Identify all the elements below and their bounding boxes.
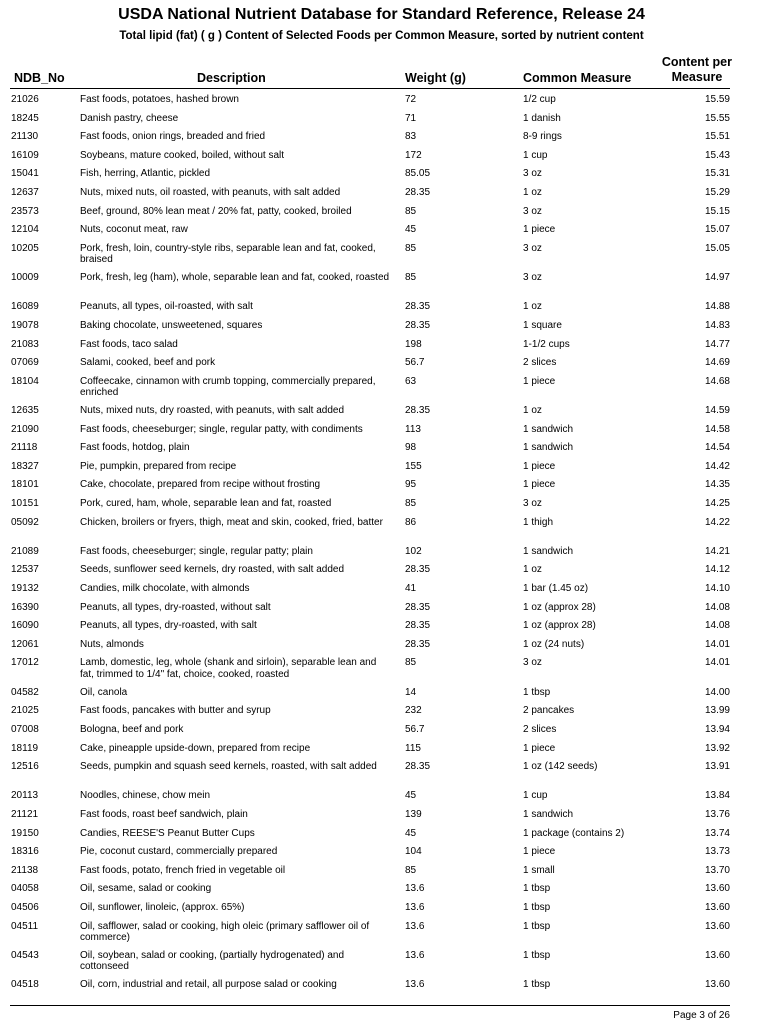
ndb-cell: 07008 (11, 723, 39, 735)
content-cell: 14.35 (704, 479, 730, 491)
content-cell: 13.84 (704, 790, 730, 802)
weight-cell: 98 (405, 442, 417, 454)
column-header-weight: Weight (g) (405, 71, 466, 85)
description-cell: Fast foods, taco salad (80, 338, 178, 350)
common-measure-cell: 1 square (523, 319, 562, 331)
description-cell: Seeds, pumpkin and squash seed kernels, roasted, with salt added (80, 761, 377, 773)
common-measure-cell: 1 bar (1.45 oz) (523, 583, 589, 595)
weight-cell: 86 (405, 516, 417, 528)
table-row (0, 243, 763, 272)
weight-cell: 13.6 (405, 901, 425, 913)
content-cell: 15.07 (704, 224, 730, 236)
ndb-cell: 18245 (11, 112, 39, 124)
table-row (0, 424, 763, 443)
common-measure-cell: 1 sandwich (523, 809, 574, 820)
table-row (0, 461, 763, 480)
ndb-cell: 10151 (11, 497, 39, 509)
column-header-content-per-measure (662, 55, 732, 85)
weight-cell: 85 (405, 272, 417, 284)
weight-cell: 172 (405, 149, 422, 161)
content-cell: 15.05 (704, 242, 730, 254)
content-cell: 14.59 (704, 405, 730, 417)
content-cell: 15.59 (704, 94, 730, 105)
common-measure-cell: 2 slices (523, 357, 557, 369)
common-measure-cell: 1 tbsp (523, 949, 551, 961)
weight-cell: 45 (405, 790, 417, 802)
description-cell: Nuts, mixed nuts, oil roasted, with peanuts, with salt added (80, 186, 341, 198)
ndb-cell: 20113 (11, 790, 39, 802)
description-cell: Cake, chocolate, prepared from recipe without frosting (80, 479, 321, 491)
content-cell: 14.12 (704, 564, 730, 576)
content-cell: 15.43 (704, 149, 730, 161)
common-measure-cell: 1 oz (approx 28) (523, 620, 596, 632)
content-cell: 13.60 (704, 920, 730, 932)
description-cell: Oil, sunflower, linoleic, (approx. 65%) (80, 901, 245, 913)
common-measure-cell: 1 oz (523, 564, 542, 576)
weight-cell: 28.35 (405, 301, 431, 313)
table-row (0, 950, 763, 979)
content-cell: 14.22 (704, 516, 730, 528)
table-row (0, 687, 763, 706)
content-cell: 13.99 (704, 705, 730, 717)
report-subtitle: Total lipid (fat) ( g ) Content of Selected Foods per Common Measure, sorted by nutrient content (119, 30, 644, 42)
content-cell: 13.60 (704, 979, 730, 991)
ndb-cell: 04582 (11, 686, 39, 698)
ndb-cell: 10009 (11, 272, 39, 284)
weight-cell: 13.6 (405, 979, 425, 991)
description-cell: Fast foods, cheeseburger; single, regular patty; plain (80, 545, 313, 557)
ndb-cell: 16090 (11, 620, 39, 632)
description-cell: Seeds, sunflower seed kernels, dry roasted, with salt added (80, 564, 345, 576)
column-header-ndb: NDB_No (14, 71, 65, 85)
weight-cell: 85 (405, 864, 417, 876)
description-cell: Oil, corn, industrial and retail, all purpose salad or cooking (80, 979, 337, 991)
ndb-cell: 21090 (11, 423, 39, 435)
content-cell: 14.88 (704, 301, 730, 313)
content-cell: 14.42 (704, 460, 730, 472)
common-measure-cell: 1 sandwich (523, 545, 574, 557)
table-row (0, 376, 763, 405)
weight-cell: 45 (405, 224, 417, 236)
description-cell: Pie, coconut custard, commercially prepared (80, 846, 278, 858)
table-row (0, 131, 763, 150)
content-cell: 14.25 (704, 497, 730, 509)
description-cell: Fast foods, potatoes, hashed brown (80, 94, 239, 105)
ndb-cell: 17012 (11, 657, 39, 669)
table-row (0, 357, 763, 376)
table-row (0, 224, 763, 243)
description-cell: Peanuts, all types, oil-roasted, with salt (80, 301, 253, 313)
content-cell: 13.94 (704, 723, 730, 735)
column-header-content-line2: Measure (671, 70, 723, 84)
description-cell: Fast foods, cheeseburger; single, regular patty, with condiments (80, 423, 363, 435)
weight-cell: 104 (405, 846, 422, 858)
table-row (0, 187, 763, 206)
page-number: Page 3 of 26 (673, 1010, 730, 1021)
table-row (0, 828, 763, 847)
common-measure-cell: 1 oz (24 nuts) (523, 638, 585, 650)
ndb-cell: 12637 (11, 186, 39, 198)
table-row (0, 705, 763, 724)
content-cell: 14.58 (704, 423, 730, 435)
weight-cell: 139 (405, 809, 422, 820)
report-title: USDA National Nutrient Database for Standard Reference, Release 24 (118, 6, 645, 23)
ndb-cell: 04506 (11, 901, 39, 913)
common-measure-cell: 1 cup (523, 149, 548, 161)
common-measure-cell: 1 piece (523, 742, 556, 754)
column-header-common-measure: Common Measure (523, 71, 632, 85)
content-cell: 14.01 (704, 657, 730, 669)
weight-cell: 83 (405, 131, 417, 143)
footer-rule (10, 1005, 730, 1006)
weight-cell: 102 (405, 545, 422, 557)
table-row (0, 150, 763, 169)
weight-cell: 13.6 (405, 883, 425, 895)
description-cell: Fast foods, onion rings, breaded and fried (80, 131, 266, 143)
table-row (0, 846, 763, 865)
ndb-cell: 12104 (11, 224, 39, 236)
ndb-cell: 23573 (11, 205, 39, 217)
table-row (0, 168, 763, 187)
table-row (0, 620, 763, 639)
content-cell: 13.60 (704, 949, 730, 961)
common-measure-cell: 1 piece (523, 479, 556, 491)
common-measure-cell: 1 piece (523, 224, 556, 236)
common-measure-cell: 1 piece (523, 375, 556, 387)
weight-cell: 13.6 (405, 949, 425, 961)
ndb-cell: 19132 (11, 583, 39, 595)
content-cell: 13.73 (704, 846, 730, 858)
description-cell: Fast foods, hotdog, plain (80, 442, 190, 454)
ndb-cell: 10205 (11, 242, 39, 254)
ndb-cell: 18327 (11, 460, 39, 472)
table-row (0, 479, 763, 498)
description-cell: Nuts, almonds (80, 638, 144, 650)
ndb-cell: 21121 (11, 809, 39, 820)
weight-cell: 41 (405, 583, 417, 595)
common-measure-cell: 1 cup (523, 790, 548, 802)
weight-cell: 28.35 (405, 638, 431, 650)
weight-cell: 85 (405, 205, 417, 217)
common-measure-cell: 1 danish (523, 112, 561, 124)
description-cell: Fast foods, pancakes with butter and syrup (80, 705, 271, 717)
content-cell: 13.70 (704, 864, 730, 876)
common-measure-cell: 1 tbsp (523, 883, 551, 895)
content-cell: 13.60 (704, 883, 730, 895)
ndb-cell: 19150 (11, 827, 39, 839)
content-cell: 14.69 (704, 357, 730, 369)
content-cell: 15.29 (704, 186, 730, 198)
content-cell: 13.60 (704, 901, 730, 913)
weight-cell: 28.35 (405, 620, 431, 632)
weight-cell: 72 (405, 94, 417, 105)
content-cell: 15.51 (704, 131, 730, 143)
description-cell: Pork, fresh, leg (ham), whole, separable lean and fat, cooked, roasted (80, 272, 390, 284)
content-cell: 14.68 (704, 375, 730, 387)
description-cell: Bologna, beef and pork (80, 723, 184, 735)
description-cell: Peanuts, all types, dry-roasted, without salt (80, 601, 271, 613)
ndb-cell: 05092 (11, 516, 39, 528)
table-row (0, 113, 763, 132)
common-measure-cell: 1 package (contains 2) (523, 827, 625, 839)
common-measure-cell: 3 oz (523, 497, 542, 509)
content-cell: 14.21 (704, 545, 730, 557)
content-cell: 14.77 (704, 338, 730, 350)
table-row (0, 761, 763, 790)
ndb-cell: 04511 (11, 920, 39, 932)
table-row (0, 301, 763, 320)
common-measure-cell: 1 tbsp (523, 979, 551, 991)
ndb-cell: 18316 (11, 846, 39, 858)
common-measure-cell: 1 small (523, 864, 555, 876)
ndb-cell: 18119 (11, 742, 39, 754)
header-rule (10, 88, 730, 89)
ndb-cell: 18101 (11, 479, 39, 491)
description-cell: Baking chocolate, unsweetened, squares (80, 319, 263, 331)
weight-cell: 45 (405, 827, 417, 839)
ndb-cell: 19078 (11, 319, 39, 331)
table-row (0, 921, 763, 950)
content-cell: 14.83 (704, 319, 730, 331)
description-cell: Nuts, mixed nuts, dry roasted, with peanuts, with salt added (80, 405, 345, 417)
content-cell: 15.31 (704, 168, 730, 180)
description-cell: Chicken, broilers or fryers, thigh, meat and skin, cooked, fried, batter (80, 516, 383, 528)
table-row (0, 339, 763, 358)
weight-cell: 28.35 (405, 405, 431, 417)
common-measure-cell: 1 thigh (523, 516, 554, 528)
common-measure-cell: 1 piece (523, 460, 556, 472)
description-cell: Oil, soybean, salad or cooking, (partially hydrogenated) and cottonseed (80, 949, 345, 973)
weight-cell: 113 (405, 423, 421, 435)
weight-cell: 28.35 (405, 761, 431, 773)
description-cell: Peanuts, all types, dry-roasted, with salt (80, 620, 257, 632)
description-cell: Coffeecake, cinnamon with crumb topping, commercially prepared, enriched (80, 375, 376, 399)
common-measure-cell: 3 oz (523, 168, 542, 180)
description-cell: Candies, REESE'S Peanut Butter Cups (80, 827, 255, 839)
table-row (0, 498, 763, 517)
description-cell: Nuts, coconut meat, raw (80, 224, 188, 236)
common-measure-cell: 3 oz (523, 272, 542, 284)
ndb-cell: 16109 (11, 149, 39, 161)
weight-cell: 13.6 (405, 920, 425, 932)
content-cell: 15.55 (704, 112, 730, 124)
ndb-cell: 12516 (11, 761, 39, 773)
content-cell: 13.91 (704, 761, 730, 773)
weight-cell: 28.35 (405, 186, 431, 198)
table-row (0, 320, 763, 339)
table-row (0, 602, 763, 621)
content-cell: 13.76 (704, 809, 730, 820)
ndb-cell: 21026 (11, 94, 39, 105)
description-cell: Fish, herring, Atlantic, pickled (80, 168, 211, 180)
weight-cell: 85 (405, 657, 417, 669)
common-measure-cell: 1 oz (approx 28) (523, 601, 596, 613)
ndb-cell: 21138 (11, 864, 39, 876)
weight-cell: 115 (405, 742, 421, 754)
ndb-cell: 21118 (11, 442, 38, 454)
table-row (0, 546, 763, 565)
ndb-cell: 12635 (11, 405, 39, 417)
weight-cell: 63 (405, 375, 417, 387)
content-cell: 14.08 (704, 601, 730, 613)
table-row (0, 724, 763, 743)
content-cell: 14.01 (704, 638, 730, 650)
content-cell: 13.74 (704, 827, 730, 839)
description-cell: Salami, cooked, beef and pork (80, 357, 216, 369)
common-measure-cell: 3 oz (523, 205, 542, 217)
table-row (0, 583, 763, 602)
content-cell: 14.10 (704, 583, 730, 595)
nutrient-table-body (0, 94, 763, 998)
weight-cell: 28.35 (405, 601, 431, 613)
description-cell: Oil, sesame, salad or cooking (80, 883, 212, 895)
description-cell: Candies, milk chocolate, with almonds (80, 583, 250, 595)
ndb-cell: 12537 (11, 564, 39, 576)
common-measure-cell: 1 tbsp (523, 901, 551, 913)
ndb-cell: 21089 (11, 545, 39, 557)
weight-cell: 155 (405, 460, 422, 472)
table-row (0, 639, 763, 658)
common-measure-cell: 1 piece (523, 846, 556, 858)
table-row (0, 206, 763, 225)
table-row (0, 94, 763, 113)
description-cell: Beef, ground, 80% lean meat / 20% fat, patty, cooked, broiled (80, 205, 352, 217)
description-cell: Danish pastry, cheese (80, 112, 179, 124)
common-measure-cell: 1-1/2 cups (523, 338, 570, 350)
common-measure-cell: 2 pancakes (523, 705, 575, 717)
description-cell: Noodles, chinese, chow mein (80, 790, 211, 802)
common-measure-cell: 1 sandwich (523, 442, 574, 454)
description-cell: Oil, safflower, salad or cooking, high oleic (primary safflower oil of commerce) (80, 920, 370, 944)
content-cell: 13.92 (704, 742, 730, 754)
ndb-cell: 18104 (11, 375, 39, 387)
description-cell: Pork, cured, ham, whole, separable lean and fat, roasted (80, 497, 332, 509)
description-cell: Fast foods, roast beef sandwich, plain (80, 809, 248, 820)
weight-cell: 95 (405, 479, 417, 491)
ndb-cell: 21025 (11, 705, 39, 717)
column-header-content-line1: Content per (661, 55, 732, 69)
description-cell: Lamb, domestic, leg, whole (shank and sirloin), separable lean and fat, trimmed to 1/4" fat, choice, cooked, roasted (80, 657, 377, 680)
common-measure-cell: 1 tbsp (523, 920, 551, 932)
description-cell: Pie, pumpkin, prepared from recipe (80, 460, 237, 472)
table-row (0, 865, 763, 884)
common-measure-cell: 1 oz (523, 301, 542, 313)
content-cell: 14.08 (704, 620, 730, 632)
ndb-cell: 07069 (11, 357, 39, 369)
table-row (0, 272, 763, 301)
table-row (0, 564, 763, 583)
column-header-description: Description (197, 71, 266, 85)
ndb-cell: 04058 (11, 883, 39, 895)
description-cell: Fast foods, potato, french fried in vegetable oil (80, 864, 286, 876)
weight-cell: 198 (405, 338, 422, 350)
ndb-cell: 16089 (11, 301, 39, 313)
weight-cell: 28.35 (405, 564, 431, 576)
description-cell: Oil, canola (80, 686, 128, 698)
table-row (0, 790, 763, 809)
weight-cell: 56.7 (405, 723, 425, 735)
table-row (0, 657, 763, 686)
ndb-cell: 04543 (11, 949, 39, 961)
common-measure-cell: 1 oz (142 seeds) (523, 761, 598, 773)
table-row (0, 405, 763, 424)
common-measure-cell: 1 oz (523, 186, 542, 198)
table-row (0, 883, 763, 902)
content-cell: 14.97 (704, 272, 730, 284)
weight-cell: 71 (405, 112, 417, 124)
table-row (0, 743, 763, 762)
weight-cell: 14 (405, 686, 417, 698)
description-cell: Soybeans, mature cooked, boiled, without salt (80, 149, 285, 161)
description-cell: Pork, fresh, loin, country-style ribs, separable lean and fat, cooked, braised (80, 242, 376, 266)
ndb-cell: 15041 (11, 168, 39, 180)
ndb-cell: 16390 (11, 601, 39, 613)
common-measure-cell: 1 oz (523, 405, 542, 417)
weight-cell: 232 (405, 705, 422, 717)
weight-cell: 85 (405, 497, 417, 509)
weight-cell: 85 (405, 242, 417, 254)
ndb-cell: 21130 (11, 131, 39, 143)
content-cell: 14.54 (704, 442, 730, 454)
ndb-cell: 04518 (11, 979, 39, 991)
common-measure-cell: 1 tbsp (523, 686, 551, 698)
table-row (0, 902, 763, 921)
weight-cell: 85.05 (405, 168, 431, 180)
table-row (0, 517, 763, 546)
ndb-cell: 21083 (11, 338, 39, 350)
weight-cell: 56.7 (405, 357, 425, 369)
weight-cell: 28.35 (405, 319, 431, 331)
common-measure-cell: 3 oz (523, 242, 542, 254)
table-row (0, 809, 763, 828)
common-measure-cell: 3 oz (523, 657, 542, 669)
ndb-cell: 12061 (11, 638, 39, 650)
table-row (0, 979, 763, 998)
common-measure-cell: 1 sandwich (523, 423, 574, 435)
content-cell: 15.15 (704, 205, 730, 217)
content-cell: 14.00 (704, 686, 730, 698)
table-row (0, 442, 763, 461)
description-cell: Cake, pineapple upside-down, prepared from recipe (80, 742, 311, 754)
common-measure-cell: 8-9 rings (523, 131, 562, 143)
common-measure-cell: 2 slices (523, 723, 557, 735)
common-measure-cell: 1/2 cup (523, 94, 556, 105)
